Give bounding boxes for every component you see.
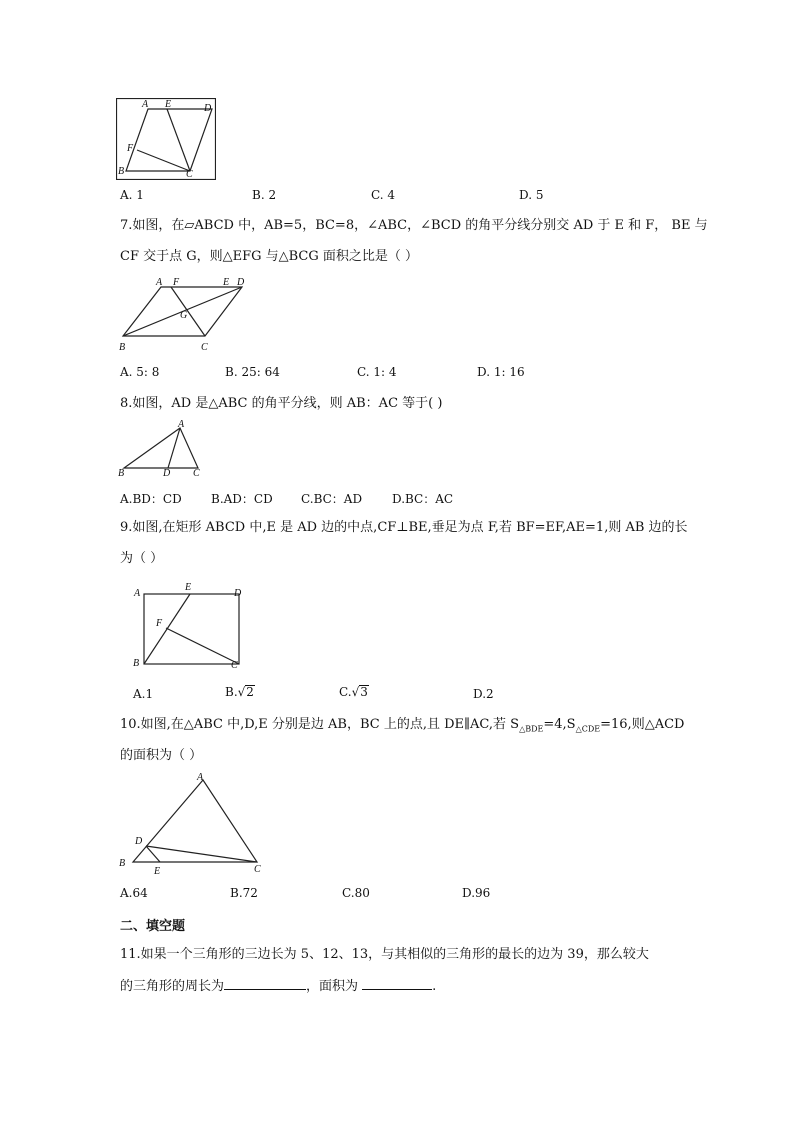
q9-option-b-radicand: 2 [246, 685, 254, 699]
q11-text-line1: 11.如果一个三角形的三边长为 5、12、13，与其相似的三角形的最长的边为 39，那么较大 [120, 947, 649, 962]
q10-label-e: E [154, 866, 161, 876]
q9-text-line2: 为（ ） [120, 551, 164, 566]
q8-label-a: A [178, 419, 185, 430]
q9-label-a: A [134, 588, 141, 599]
q9-text-line1: 9.如图,在矩形 ABCD 中,E 是 AD 边的中点,CF⊥BE,垂足为点 F,若 BF=EF,AE=1,则 AB 边的长 [120, 520, 688, 535]
q8-text-line1: 8.如图，AD 是△ABC 的角平分线，则 AB：AC 等于( ) [120, 396, 443, 411]
q10-text-line1 [120, 716, 684, 739]
q9-option-c-label: C. [339, 685, 352, 699]
q6-figure [116, 98, 216, 180]
q9-label-f: F [156, 618, 163, 629]
q11-blank-perimeter[interactable] [224, 977, 306, 990]
q10-line1-mid: =4,S [543, 717, 576, 732]
q9-option-c [339, 685, 369, 699]
q10-line1-pre: 10.如图,在△ABC 中,D,E 分别是边 AB，BC 上的点,且 DE∥AC,若 S [120, 717, 520, 732]
q7-text-line2: CF 交于点 G，则△EFG 与△BCG 面积之比是（ ） [120, 249, 419, 264]
q7-label-d: D [237, 277, 245, 288]
radical-icon: √ [237, 685, 246, 699]
q7-option-a: A. 5: 8 [120, 365, 160, 379]
q7-option-d: D. 1: 16 [477, 365, 525, 379]
q11-line2-a: 的三角形的周长为 [120, 979, 225, 994]
q9-label-c: C [231, 660, 238, 670]
q6-option-b: B. 2 [252, 188, 277, 202]
q9-label-e: E [185, 582, 192, 593]
q8-label-b: B [118, 468, 125, 479]
q7-label-b: B [119, 342, 126, 353]
q6-option-c: C. 4 [371, 188, 396, 202]
q10-sub-bde: △BDE [519, 724, 544, 734]
q8-option-d: D.BC：AC [392, 492, 454, 506]
q6-label-d: D [204, 103, 212, 114]
q6-option-a: A. 1 [120, 188, 144, 202]
q6-label-f: F [127, 143, 134, 154]
q8-option-c: C.BC：AD [301, 492, 363, 506]
q10-line1-post: =16,则△ACD [600, 717, 685, 732]
q7-figure [116, 274, 252, 356]
q10-option-b: B.72 [230, 886, 258, 900]
q11-line2-b: ，面积为 [306, 979, 363, 994]
q6-label-e: E [165, 99, 172, 110]
q9-option-d: D.2 [473, 687, 494, 701]
section-heading: 二、填空题 [120, 919, 186, 934]
q10-sub-cde: △CDE [575, 724, 601, 734]
q7-label-c: C [201, 342, 208, 353]
q8-label-c: C [193, 468, 200, 479]
q9-option-c-radicand: 3 [360, 685, 368, 699]
q9-option-b [225, 685, 255, 699]
q11-blank-area[interactable] [362, 977, 432, 990]
q6-option-d: D. 5 [519, 188, 544, 202]
q7-text-line1: 7.如图，在▱ABCD 中，AB=5，BC=8，∠ABC，∠BCD 的角平分线分别交 AD 于 E 和 F， BE 与 [120, 218, 708, 233]
q8-figure [116, 418, 208, 480]
q6-label-c: C [186, 169, 193, 180]
q7-label-f: F [173, 277, 180, 288]
radical-icon: √ [351, 685, 360, 699]
q7-option-b: B. 25: 64 [225, 365, 280, 379]
q10-text-line2: 的面积为（ ） [120, 748, 203, 763]
q6-label-a: A [142, 99, 149, 110]
q7-label-e: E [223, 277, 230, 288]
q8-option-b: B.AD：CD [211, 492, 273, 506]
q11-text-line2 [120, 977, 436, 996]
q9-option-b-label: B. [225, 685, 238, 699]
q10-figure [116, 770, 268, 876]
q10-label-a: A [197, 772, 204, 783]
q8-option-a: A.BD：CD [120, 492, 182, 506]
q9-label-b: B [133, 658, 140, 669]
q10-label-c: C [254, 864, 261, 875]
q7-label-g: G [180, 310, 188, 321]
q7-label-a: A [156, 277, 163, 288]
q8-label-d: D [163, 468, 171, 479]
q9-label-d: D [234, 588, 242, 599]
q11-line2-end: . [432, 979, 437, 994]
q6-label-b: B [118, 166, 125, 177]
q10-label-d: D [135, 836, 143, 847]
q10-label-b: B [119, 858, 126, 869]
q9-figure [128, 580, 248, 670]
q10-option-d: D.96 [462, 886, 491, 900]
q7-option-c: C. 1: 4 [357, 365, 397, 379]
q9-option-a: A.1 [133, 687, 154, 701]
q10-option-c: C.80 [342, 886, 370, 900]
q10-option-a: A.64 [120, 886, 148, 900]
